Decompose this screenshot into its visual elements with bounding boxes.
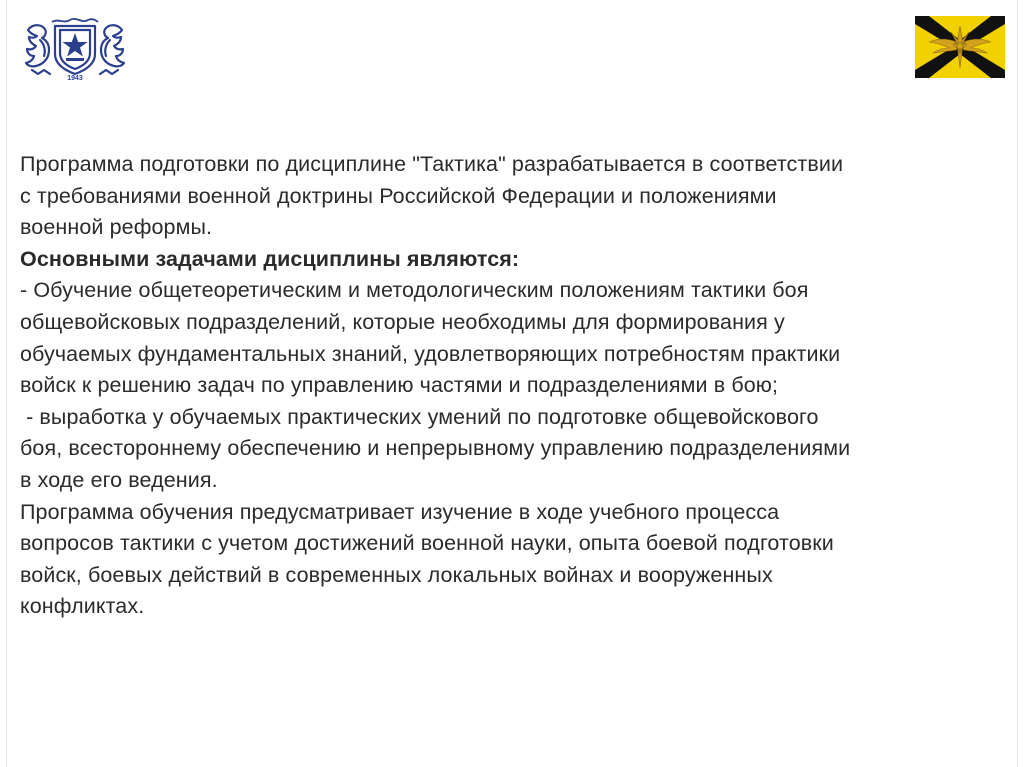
text-line: с требованиями военной доктрины Российской Федерации и положениями bbox=[20, 183, 777, 208]
text-line: военной реформы. bbox=[20, 215, 213, 240]
slide-right-border bbox=[1017, 0, 1018, 767]
main-text bbox=[20, 149, 1010, 623]
slide-left-border bbox=[6, 0, 7, 767]
text-line: войск, боевых действий в современных локальных войнах и вооруженных bbox=[20, 562, 773, 587]
crest-year: 1943 bbox=[67, 75, 83, 82]
signal-troops-emblem-icon bbox=[915, 16, 1005, 78]
university-crest-icon bbox=[22, 16, 128, 82]
text-line: войск к решению задач по управлению частями и подразделениями в бою; bbox=[20, 373, 779, 398]
text-line: - выработка у обучаемых практических умений по подготовке общевойскового bbox=[20, 404, 819, 429]
text-line: вопросов тактики с учетом достижений военной науки, опыта боевой подготовки bbox=[20, 531, 834, 556]
text-line: Программа обучения предусматривает изучение в ходе учебного процесса bbox=[20, 499, 780, 524]
text-line: общевойсковых подразделений, которые необходимы для формирования у bbox=[20, 309, 785, 334]
text-line: - Обучение общетеоретическим и методологическим положениям тактики боя bbox=[20, 278, 809, 303]
text-line: конфликтах. bbox=[20, 594, 145, 619]
text-line: Программа подготовки по дисциплине "Тактика" разрабатывается в соответствии bbox=[20, 152, 844, 176]
text-line: обучаемых фундаментальных знаний, удовлетворяющих потребностям практики bbox=[20, 341, 841, 366]
text-line: в ходе его ведения. bbox=[20, 467, 218, 492]
text-line: боя, всестороннему обеспечению и непрерывному управлению подразделениями bbox=[20, 436, 851, 461]
tasks-heading: Основными задачами дисциплины являются: bbox=[20, 246, 520, 271]
